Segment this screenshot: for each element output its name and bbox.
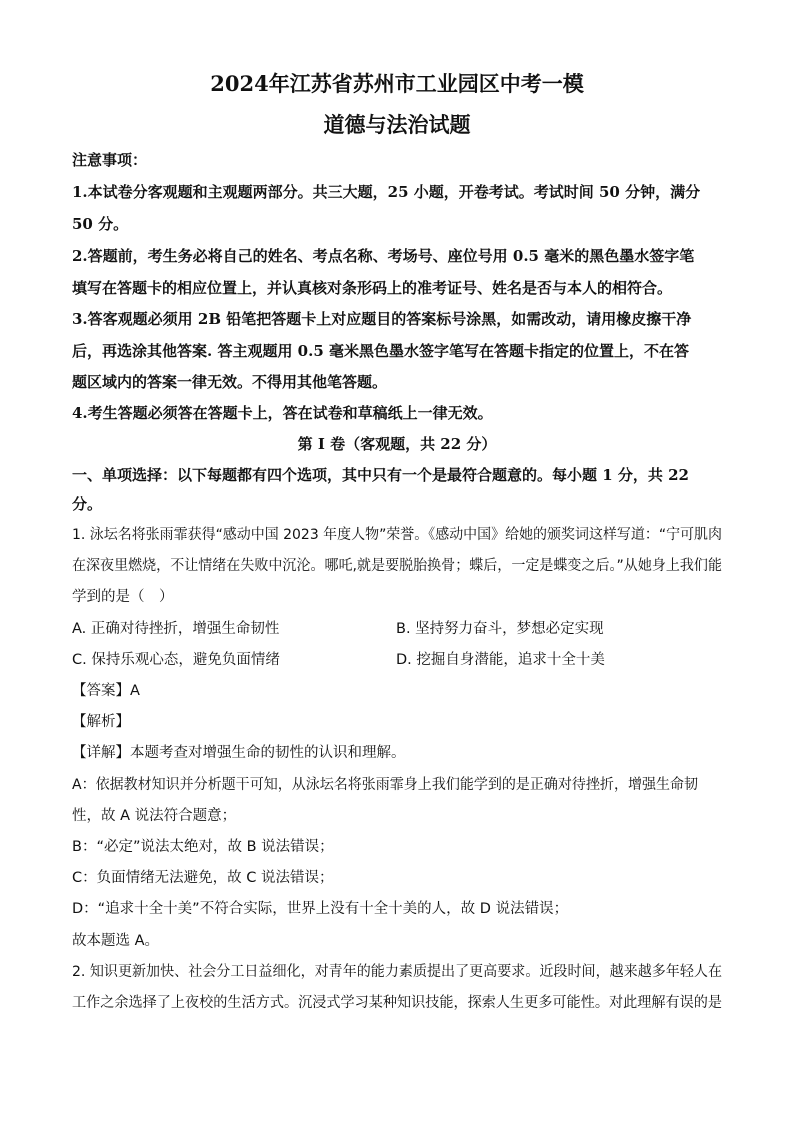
section-instruction: 分。: [72, 495, 103, 513]
notice-line: 填写在答题卡的相应位置上，并认真核对条形码上的准考证号、姓名是否与本人的相符合。: [72, 279, 673, 297]
notice-line: 50 分。: [72, 215, 129, 233]
q1-stem: 学到的是（ ）: [72, 589, 174, 605]
notice-line: 3.答客观题必须用 2B 铅笔把答题卡上对应题目的答案标号涂黑，如需改动，请用橡皮擦干净: [72, 310, 692, 328]
notice-line: 后，再选涂其他答案. 答主观题用 0.5 毫米黑色墨水签字笔写在答题卡指定的位置上，不在答: [72, 342, 689, 360]
section-title: 第 I 卷（客观题，共 22 分）: [297, 435, 497, 453]
q1-option-c: C. 保持乐观心态，避免负面情绪: [72, 652, 280, 668]
q1-explanation-a: A：依据教材知识并分析题干可知，从泳坛名将张雨霏身上我们能学到的是正确对待挫折，增强生命韧: [72, 777, 698, 793]
exam-title: 2024年江苏省苏州市工业园区中考一模: [210, 71, 584, 96]
section-instruction: 一、单项选择：以下每题都有四个选项，其中只有一个是最符合题意的。每小题 1 分，共 22: [72, 466, 689, 484]
q1-explanation-d: D：“追求十全十美”不符合实际，世界上没有十全十美的人，故 D 说法错误；: [72, 901, 569, 917]
notice-line: 4.考生答题必须答在答题卡上，答在试卷和草稿纸上一律无效。: [72, 404, 493, 422]
q1-answer: 【答案】A: [72, 683, 140, 699]
q1-explanation-b: B：“必定”说法太绝对，故 B 说法错误；: [72, 839, 334, 855]
q1-option-a: A. 正确对待挫折，增强生命韧性: [72, 621, 280, 637]
exam-subject: 道德与法治试题: [323, 112, 471, 137]
notice-line: 2.答题前，考生务必将自己的姓名、考点名称、考场号、座位号用 0.5 毫米的黑色墨水签字笔: [72, 247, 695, 265]
q1-explanation-a: 性，故 A 说法符合题意；: [72, 808, 237, 824]
q2-stem: 工作之余选择了上夜校的生活方式。沉浸式学习某种知识技能，探索人生更多可能性。对此理解有误的是: [72, 995, 722, 1011]
q1-option-b: B. 坚持努力奋斗，梦想必定实现: [396, 621, 604, 637]
q2-stem: 2. 知识更新加快、社会分工日益细化，对青年的能力素质提出了更高要求。近段时间，越来越多年轻人在: [72, 964, 722, 980]
notice-line: 题区域内的答案一律无效。不得用其他笔答题。: [72, 373, 388, 391]
q1-explanation-c: C：负面情绪无法避免，故 C 说法错误；: [72, 870, 334, 886]
notice-heading: 注意事项：: [72, 151, 148, 169]
q1-option-d: D. 挖掘自身潜能，追求十全十美: [396, 652, 605, 668]
q1-stem: 1. 泳坛名将张雨霏获得“感动中国 2023 年度人物”荣誉。《感动中国》给她的颁奖词这样写道：“宁可肌肉: [72, 527, 722, 543]
q1-detail: 【详解】本题考查对增强生命的韧性的认识和理解。: [72, 745, 406, 761]
notice-line: 1.本试卷分客观题和主观题两部分。共三大题，25 小题，开卷考试。考试时间 50 分钟，满分: [72, 183, 701, 201]
q1-conclusion: 故本题选 A。: [72, 933, 160, 949]
q1-analysis-label: 【解析】: [72, 714, 130, 730]
q1-stem: 在深夜里燃烧，不让情绪在失败中沉沦。哪吒,就是要脱胎换骨；蝶后，一定是蝶变之后。”从她身上我们能: [72, 558, 722, 574]
